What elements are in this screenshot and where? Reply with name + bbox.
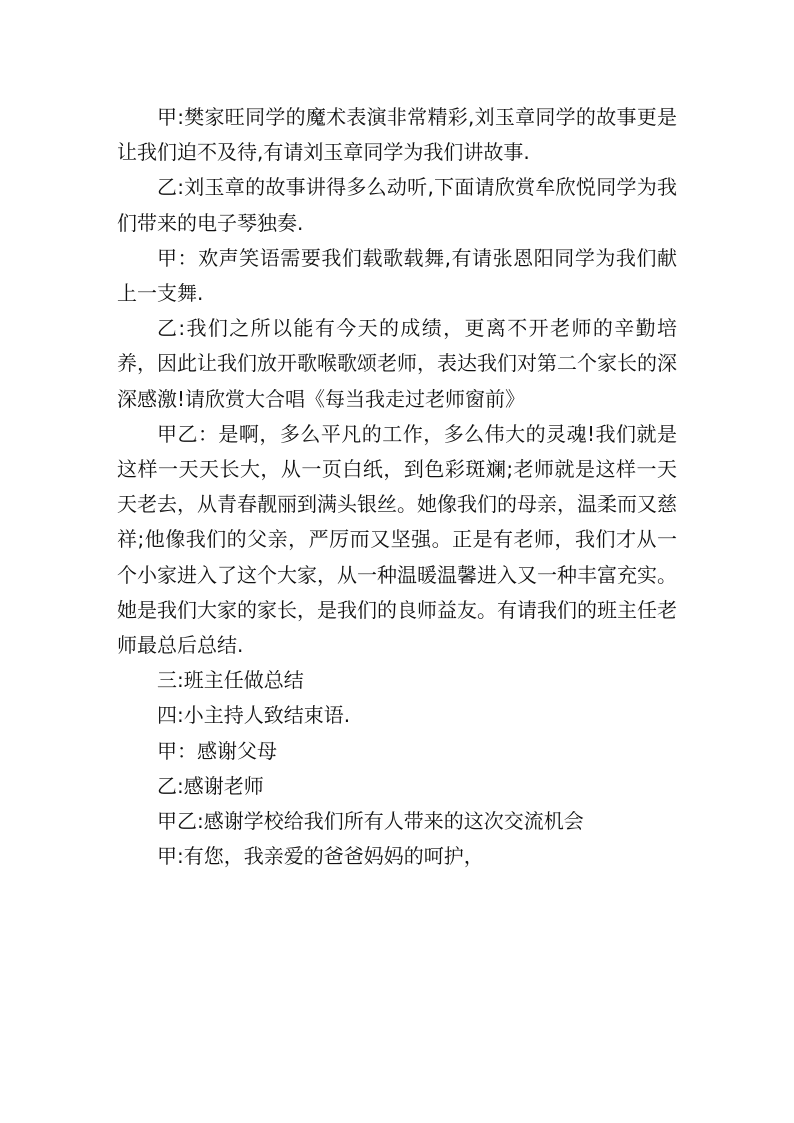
paragraph-5: 甲乙：是啊，多么平凡的工作，多么伟大的灵魂!我们就是这样一天天长大，从一页白纸，到色彩斑斓;老师就是这样一天天老去，从青春靓丽到满头银丝。她像我们的母亲，温柔而又慈祥;他像我们的父亲，严厉而又坚强。正是有老师，我们才从一个小家进入了这个大家，从一种温暖温馨进入又一种丰富充实。她是我们大家的家长，是我们的良师益友。有请我们的班主任老师最总后总结.	[117, 421, 677, 658]
paragraph-8: 甲：感谢父母	[157, 738, 277, 763]
paragraph-2: 乙:刘玉章的故事讲得多么动听,下面请欣赏牟欣悦同学为我们带来的电子琴独奏.	[117, 175, 677, 235]
paragraph-11: 甲:有您，我亲爱的爸爸妈妈的呵护，	[157, 844, 484, 869]
document-body	[117, 100, 677, 874]
paragraph-10: 甲乙:感谢学校给我们所有人带来的这次交流机会	[157, 809, 584, 834]
paragraph-7: 四:小主持人致结束语.	[157, 703, 351, 728]
paragraph-4: 乙:我们之所以能有今天的成绩，更离不开老师的辛勤培养，因此让我们放开歌喉歌颂老师，表达我们对第二个家长的深深感激!请欣赏大合唱《每当我走过老师窗前》	[117, 316, 677, 411]
paragraph-9: 乙:感谢老师	[157, 773, 264, 798]
paragraph-1: 甲:樊家旺同学的魔术表演非常精彩,刘玉章同学的故事更是让我们迫不及待,有请刘玉章同学为我们讲故事.	[117, 105, 677, 165]
paragraph-3: 甲：欢声笑语需要我们载歌载舞,有请张恩阳同学为我们献上一支舞.	[117, 245, 677, 306]
paragraph-6: 三:班主任做总结	[157, 668, 304, 693]
